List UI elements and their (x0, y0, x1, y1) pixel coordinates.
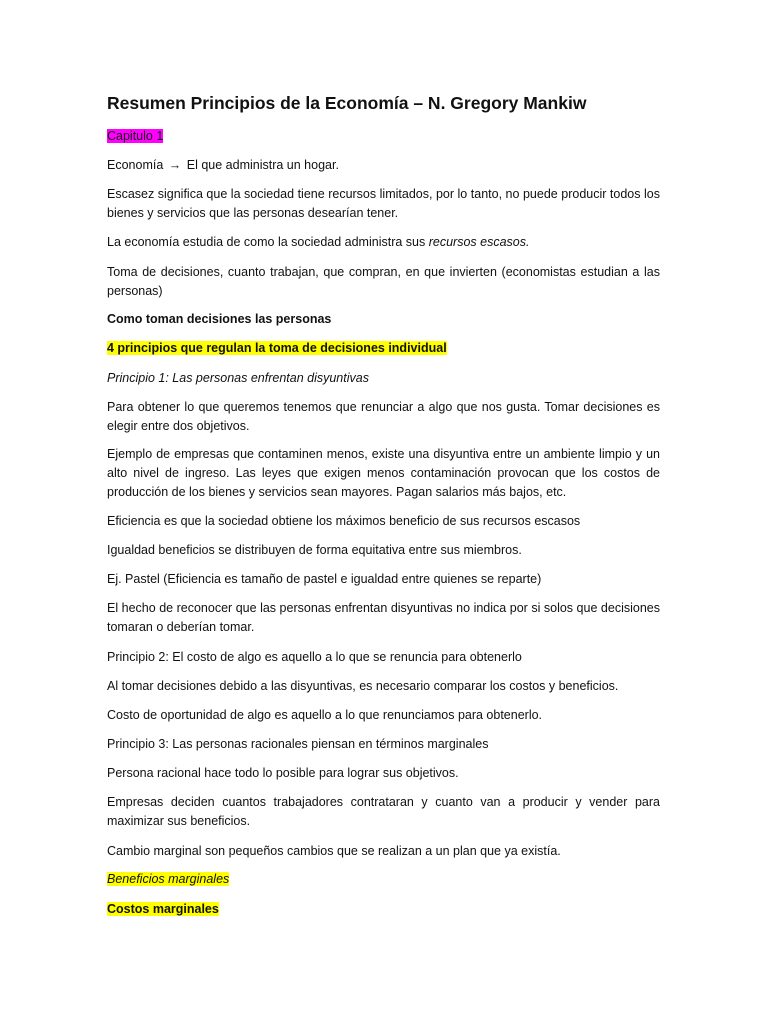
arrow-right-icon: → (168, 158, 182, 172)
paragraph-costo-oportunidad: Costo de oportunidad de algo es aquello a lo que renunciamos para obtenerlo. (107, 708, 543, 722)
economia-term: Economía (107, 158, 164, 172)
paragraph-para-obtener: Para obtener lo que queremos tenemos que renunciar a algo que nos gusta. Tomar decisiones es elegir entre dos objetivos. (107, 400, 660, 433)
heading-como-toman: Como toman decisiones las personas (107, 312, 332, 326)
estudia-text: La economía estudia de como la sociedad administra sus (107, 235, 426, 249)
economia-def-text: El que administra un hogar. (186, 158, 339, 172)
costos-marginales-label: Costos marginales (107, 902, 219, 916)
principio-3-heading: Principio 3: Las personas racionales piensan en términos marginales (107, 737, 489, 751)
paragraph-empresas-deciden: Empresas deciden cuantos trabajadores contrataran y cuanto van a producir y vender para maximizar sus beneficios. (107, 795, 660, 828)
heading-cuatro-principios (107, 339, 660, 358)
chapter-label: Capitulo 1 (107, 129, 164, 143)
paragraph-igualdad: Igualdad beneficios se distribuyen de forma equitativa entre sus miembros. (107, 543, 522, 557)
chapter-heading (107, 127, 660, 146)
paragraph-eficiencia: Eficiencia es que la sociedad obtiene los máximos beneficio de sus recursos escasos (107, 514, 581, 528)
paragraph-cambio-marginal: Cambio marginal son pequeños cambios que se realizan a un plan que ya existía. (107, 844, 561, 858)
paragraph-escasez: Escasez significa que la sociedad tiene recursos limitados, por lo tanto, no puede producir todos los bienes y servicios que las personas desearían tener. (107, 187, 660, 220)
paragraph-estudia (107, 233, 660, 252)
paragraph-ej-pastel: Ej. Pastel (Eficiencia es tamaño de pastel e igualdad entre quienes se reparte) (107, 572, 542, 586)
paragraph-persona-racional: Persona racional hace todo lo posible para lograr sus objetivos. (107, 766, 459, 780)
principio-2-heading: Principio 2: El costo de algo es aquello a lo que se renuncia para obtenerlo (107, 650, 522, 664)
heading-costos-marginales (107, 900, 660, 919)
paragraph-ejemplo-empresas: Ejemplo de empresas que contaminen menos, existe una disyuntiva entre un ambiente limpio y un alto nivel de ingreso. Las leyes que exigen menos contaminación provocan que los costos de producción de los bienes y servicios sean mayores. Pagan salarios más bajos, etc. (107, 447, 660, 499)
paragraph-al-tomar: Al tomar decisiones debido a las disyuntivas, es necesario comparar los costos y beneficios. (107, 679, 619, 693)
principio-1-heading: Principio 1: Las personas enfrentan disyuntivas (107, 371, 369, 385)
beneficios-marginales-label: Beneficios marginales (107, 872, 230, 886)
cuatro-principios-label: 4 principios que regulan la toma de decisiones individual (107, 341, 447, 355)
paragraph-el-hecho: El hecho de reconocer que las personas enfrentan disyuntivas no indica por si solos que decisiones tomaran o deberían tomar. (107, 601, 660, 634)
document-title: Resumen Principios de la Economía – N. Gregory Mankiw (107, 93, 587, 113)
heading-beneficios-marginales (107, 870, 660, 889)
paragraph-toma-decisiones: Toma de decisiones, cuanto trabajan, que compran, en que invierten (economistas estudian a las personas) (107, 265, 660, 298)
estudia-italic-text: recursos escasos. (428, 235, 530, 249)
economia-definition (107, 156, 660, 175)
